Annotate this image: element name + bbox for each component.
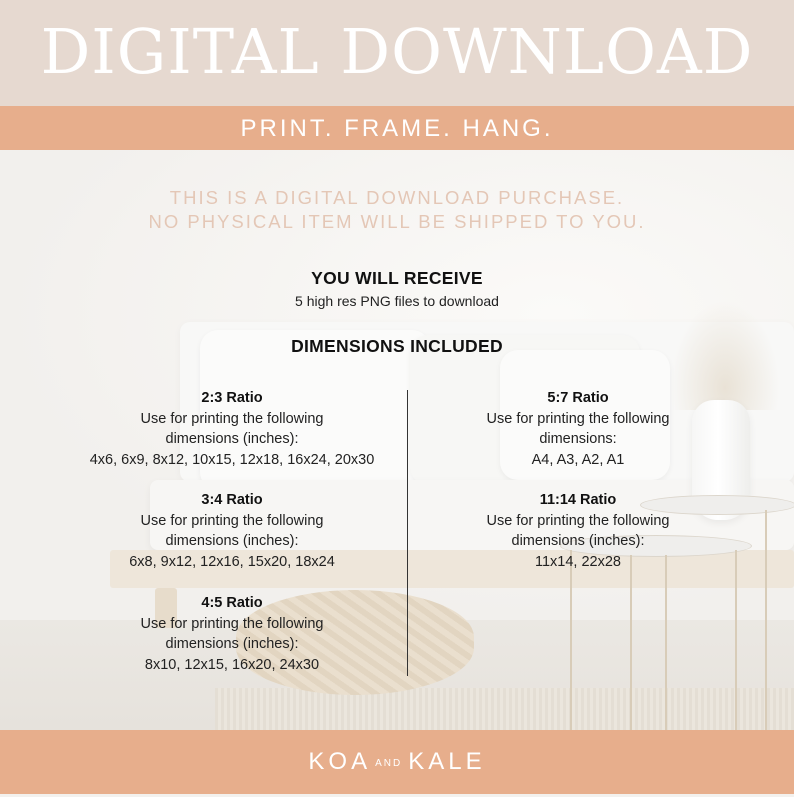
digital-purchase-notice xyxy=(0,186,794,234)
notice-line: THIS IS A DIGITAL DOWNLOAD PURCHASE. xyxy=(169,187,625,208)
ratio-title: 3:4 Ratio xyxy=(201,492,263,508)
ratio-title: 5:7 Ratio xyxy=(547,390,609,406)
ratio-description: Use for printing the following xyxy=(486,410,670,427)
side-table-leg xyxy=(570,550,572,730)
ratio-title: 2:3 Ratio xyxy=(201,390,263,406)
ratio-title: 11:14 Ratio xyxy=(539,492,617,508)
brand-name-left: KOA xyxy=(308,748,372,775)
ratio-description: Use for printing the following xyxy=(486,512,670,529)
brand-logo xyxy=(0,730,794,797)
ratio-block-5-7 xyxy=(430,388,726,470)
side-table-leg xyxy=(630,555,632,730)
ratio-title: 4:5 Ratio xyxy=(201,595,263,611)
rug xyxy=(215,688,794,730)
receive-description: 5 high res PNG files to download xyxy=(295,293,499,309)
page-title: DIGITAL DOWNLOAD xyxy=(40,15,754,88)
notice-line: NO PHYSICAL ITEM WILL BE SHIPPED TO YOU. xyxy=(148,211,646,232)
ratio-description: Use for printing the following xyxy=(140,512,324,529)
ratio-sizes: 6x8, 9x12, 12x16, 15x20, 18x24 xyxy=(129,553,335,570)
side-table-leg xyxy=(765,510,767,730)
ratio-description: Use for printing the following xyxy=(140,410,324,427)
side-table-leg xyxy=(665,555,667,730)
subtitle: PRINT. FRAME. HANG. xyxy=(240,115,554,142)
ratio-block-11-14 xyxy=(430,490,726,572)
header-banner xyxy=(0,0,794,106)
brand-name-right: KALE xyxy=(408,748,486,775)
receive-heading: YOU WILL RECEIVE xyxy=(311,268,483,288)
ratio-sizes: 11x14, 22x28 xyxy=(535,553,621,570)
ratio-description: dimensions: xyxy=(539,431,617,447)
brand-connector: AND xyxy=(375,758,403,769)
ratio-sizes: 4x6, 6x9, 8x12, 10x15, 12x18, 16x24, 20x30 xyxy=(89,451,375,468)
ratio-description: dimensions (inches): xyxy=(511,533,645,549)
side-table-leg xyxy=(735,550,737,730)
dimensions-heading: DIMENSIONS INCLUDED xyxy=(291,336,503,356)
column-divider xyxy=(407,390,408,676)
subtitle-band xyxy=(0,106,794,150)
ratio-description: dimensions (inches): xyxy=(165,533,299,549)
ratio-block-3-4 xyxy=(62,490,402,572)
ratio-description: dimensions (inches): xyxy=(165,636,299,652)
ratio-block-2-3 xyxy=(62,388,402,470)
ratio-sizes: 8x10, 12x15, 16x20, 24x30 xyxy=(144,656,320,673)
ratio-sizes: A4, A3, A2, A1 xyxy=(531,451,625,468)
ratio-block-4-5 xyxy=(62,593,402,675)
footer-band xyxy=(0,730,794,794)
ratio-description: Use for printing the following xyxy=(140,615,324,632)
ratio-description: dimensions (inches): xyxy=(165,431,299,447)
